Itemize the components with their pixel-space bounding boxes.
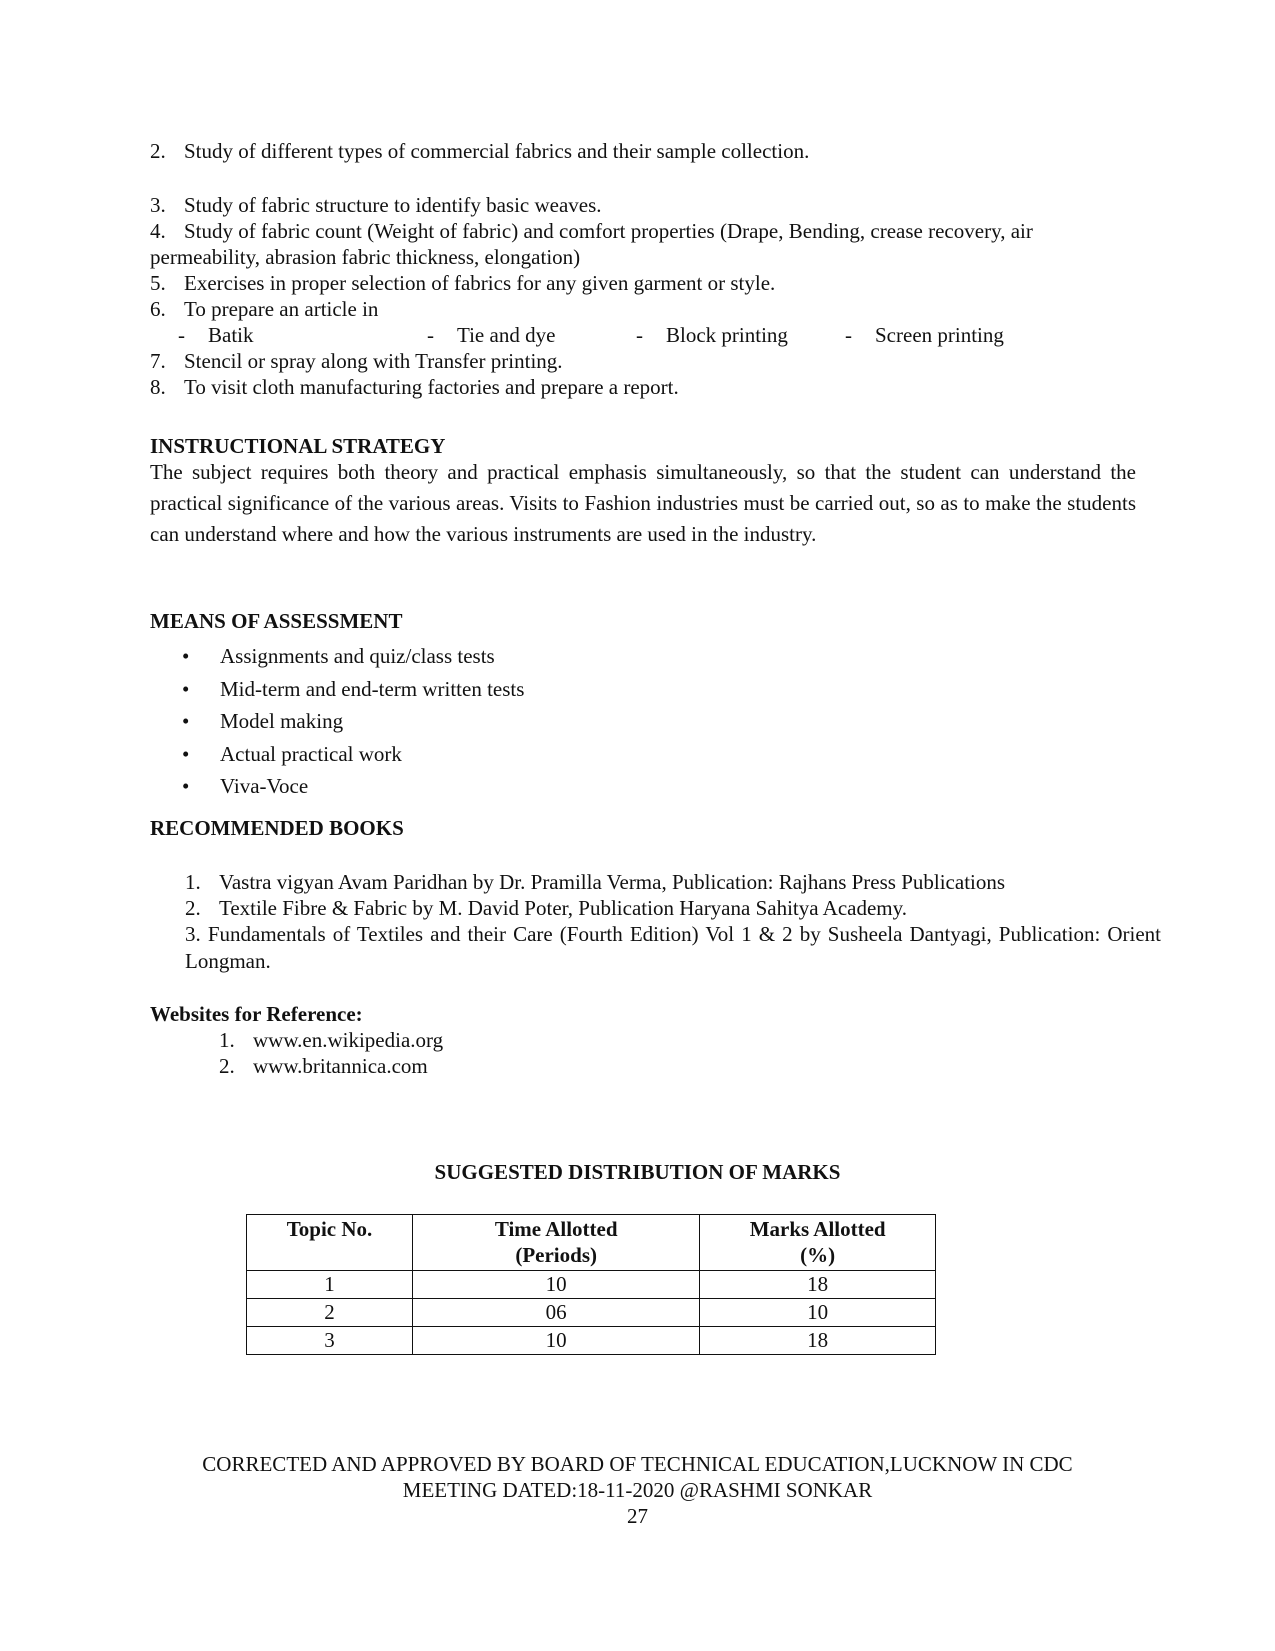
item-number: 4.	[150, 219, 166, 243]
cell-topic-no: 2	[247, 1299, 413, 1327]
item-text: Study of different types of commercial fabrics and their sample collection.	[184, 139, 810, 163]
item-number: 7.	[150, 349, 166, 373]
article-option-tie-dye: Tie and dye	[457, 323, 556, 347]
list-item: • Mid-term and end-term written tests	[150, 673, 524, 706]
practical-item-4-continued: permeability, abrasion fabric thickness, elongation)	[150, 245, 581, 269]
cell-topic-no: 3	[247, 1327, 413, 1355]
header-line: Marks Allotted	[749, 1217, 886, 1241]
table-row	[247, 1327, 936, 1355]
practical-item-5	[150, 270, 775, 296]
article-option-dash: -	[427, 323, 434, 347]
recommended-books-heading: RECOMMENDED BOOKS	[150, 816, 404, 840]
instructional-strategy-text: The subject requires both theory and practical emphasis simultaneously, so that the student can understand the practical significance of the various areas. Visits to Fashion industries must be carried out, so as to make the students can understand where and how the various instruments are used in the industry.	[150, 460, 1136, 546]
article-option-dash: -	[636, 323, 643, 347]
assessment-list	[150, 640, 524, 803]
item-text: Textile Fibre & Fabric by M. David Poter, Publication Haryana Sahitya Academy.	[219, 896, 908, 920]
page-number: 27	[627, 1504, 648, 1528]
item-text: To visit cloth manufacturing factories and prepare a report.	[184, 375, 679, 399]
header-line: (Periods)	[515, 1243, 597, 1267]
cell-time-allotted: 10	[413, 1271, 700, 1299]
header-line: Topic No.	[286, 1217, 373, 1241]
marks-distribution-heading: SUGGESTED DISTRIBUTION OF MARKS	[434, 1160, 841, 1184]
item-number: 3.	[150, 193, 166, 217]
cell-topic-no: 1	[247, 1271, 413, 1299]
list-item: • Viva-Voce	[150, 770, 524, 803]
practical-item-8	[150, 374, 679, 400]
table-row	[247, 1271, 936, 1299]
article-option-dash: -	[178, 323, 185, 347]
item-number: 5.	[150, 271, 166, 295]
item-text: Fundamentals of Textiles and their Care (Fourth Edition) Vol 1 & 2 by Susheela Dantyagi, Publication: Orient Longman.	[185, 922, 1162, 973]
item-number: 2.	[185, 896, 201, 920]
item-number: 3.	[185, 922, 201, 946]
table-header-row	[247, 1215, 936, 1271]
instructional-strategy-heading: INSTRUCTIONAL STRATEGY	[150, 434, 446, 458]
table-row	[247, 1299, 936, 1327]
item-text: To prepare an article in	[184, 297, 379, 321]
header-time-allotted	[413, 1215, 700, 1271]
practical-item-4	[150, 218, 1033, 244]
cell-marks-allotted: 18	[700, 1271, 936, 1299]
website-item-1	[219, 1027, 443, 1053]
practical-item-2	[150, 138, 809, 164]
item-text: Vastra vigyan Avam Paridhan by Dr. Pramilla Verma, Publication: Rajhans Press Publications	[219, 870, 1006, 894]
marks-distribution-table	[246, 1214, 936, 1355]
item-number: 2.	[219, 1054, 235, 1078]
article-option-dash: -	[845, 323, 852, 347]
item-text: Study of fabric structure to identify basic weaves.	[184, 193, 602, 217]
article-option-screen-printing: Screen printing	[875, 323, 1004, 347]
cell-marks-allotted: 18	[700, 1327, 936, 1355]
cell-marks-allotted: 10	[700, 1299, 936, 1327]
header-line: (%)	[800, 1243, 836, 1267]
article-option-block-printing: Block printing	[666, 323, 788, 347]
book-item-2	[185, 895, 1161, 922]
item-text: Exercises in proper selection of fabrics for any given garment or style.	[184, 271, 776, 295]
item-number: 2.	[150, 139, 166, 163]
website-link: www.britannica.com	[253, 1054, 428, 1078]
list-item: • Assignments and quiz/class tests	[150, 640, 524, 673]
websites-heading: Websites for Reference:	[150, 1002, 363, 1026]
item-text: Study of fabric count (Weight of fabric) and comfort properties (Drape, Bending, crease recovery, air	[184, 219, 1033, 243]
item-text: Stencil or spray along with Transfer printing.	[184, 349, 563, 373]
header-line: Time Allotted	[494, 1217, 618, 1241]
item-number: 8.	[150, 375, 166, 399]
header-marks-allotted	[700, 1215, 936, 1271]
header-line	[247, 1242, 412, 1268]
item-number: 6.	[150, 297, 166, 321]
practical-item-6	[150, 296, 378, 322]
book-item-1	[185, 869, 1161, 896]
book-item-3	[185, 921, 1161, 975]
cell-time-allotted: 06	[413, 1299, 700, 1327]
footer-approval-line-2: MEETING DATED:18-11-2020 @RASHMI SONKAR	[402, 1478, 873, 1502]
header-topic-no	[247, 1215, 413, 1271]
practical-item-7	[150, 348, 563, 374]
website-item-2	[219, 1053, 428, 1079]
item-number: 1.	[185, 870, 201, 894]
article-option-batik: Batik	[208, 323, 254, 347]
practical-item-3	[150, 192, 602, 218]
footer-approval-line-1: CORRECTED AND APPROVED BY BOARD OF TECHNICAL EDUCATION,LUCKNOW IN CDC	[202, 1452, 1073, 1476]
cell-time-allotted: 10	[413, 1327, 700, 1355]
website-link: www.en.wikipedia.org	[253, 1028, 444, 1052]
means-of-assessment-heading: MEANS OF ASSESSMENT	[150, 609, 403, 633]
item-number: 1.	[219, 1028, 235, 1052]
list-item: • Actual practical work	[150, 738, 524, 771]
list-item: • Model making	[150, 705, 524, 738]
